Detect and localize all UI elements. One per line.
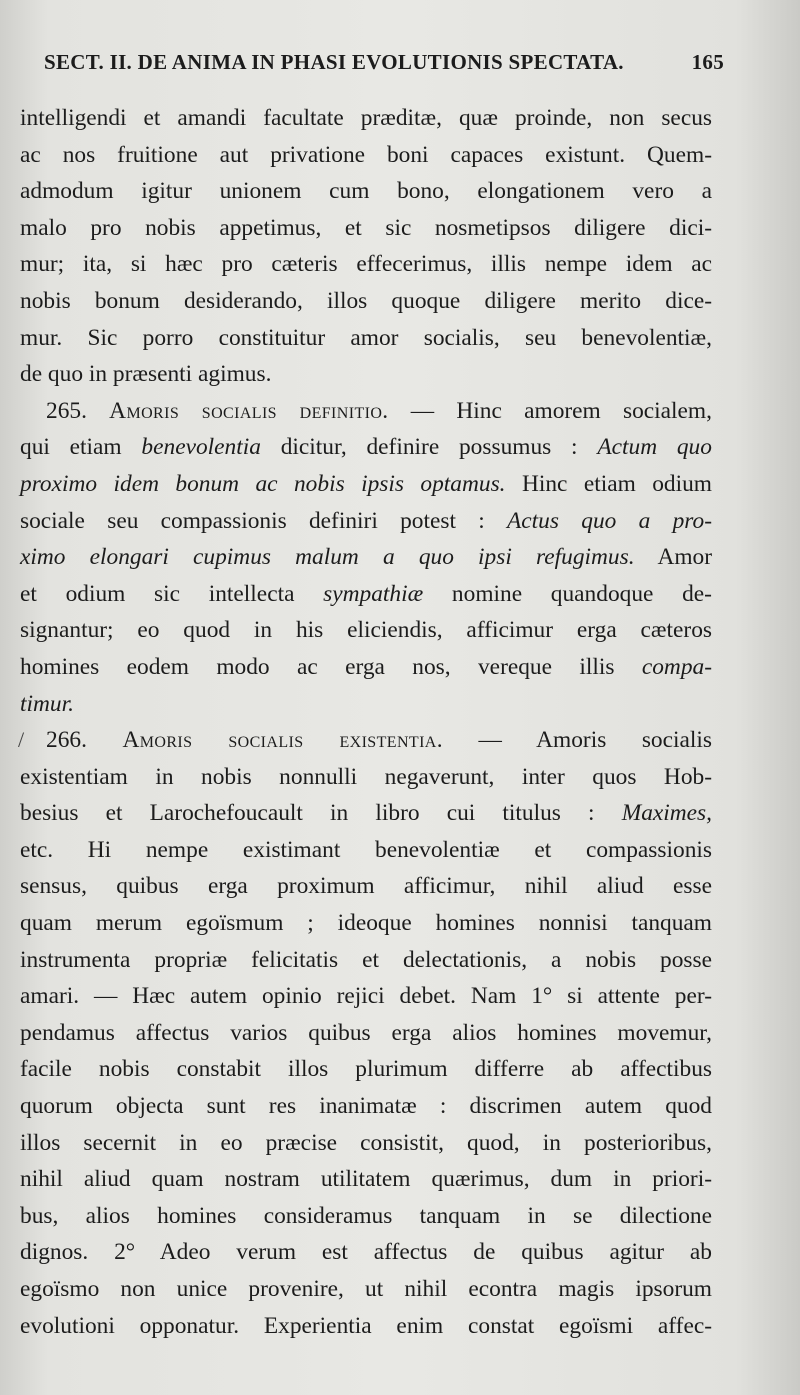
running-title: SECT. II. DE ANIMA IN PHASI EVOLUTIONIS SPECTATA. [44, 50, 624, 74]
text-line: sensus, quibus erga proximum afficimur, nihil aliud esse [20, 873, 712, 900]
text-line: sociale seu compassionis definiri potest : Actus quo a pro- [20, 507, 712, 534]
section-265-line: 265. Amoris socialis definitio. — Hinc amorem socialem, [46, 397, 712, 424]
text-line: qui etiam benevolentia dicitur, definire possumus : Actum quo [20, 434, 712, 461]
running-header [44, 50, 724, 75]
text-line: dignos. 2° Adeo verum est affectus de quibus agitur ab [20, 1239, 712, 1266]
text-line: nobis bonum desiderando, illos quoque diligere merito dice- [20, 287, 712, 314]
text-line: quorum objecta sunt res inanimatæ : discrimen autem quod [20, 1093, 712, 1120]
text-line: ximo elongari cupimus malum a quo ipsi refugimus. Amor [20, 544, 713, 571]
text-line: admodum igitur unionem cum bono, elongationem vero a [20, 178, 712, 205]
text-line: de quo in præsenti agimus. [20, 361, 272, 388]
text-line: existentiam in nobis nonnulli negaverunt, inter quos Hob- [20, 763, 712, 790]
text-line: quam merum egoïsmum ; ideoque homines nonnisi tanquam [20, 910, 712, 937]
section-heading: Amoris socialis definitio. [109, 397, 389, 424]
text-line: mur. Sic porro constituitur amor socialis, seu benevolentiæ, [20, 324, 712, 351]
section-number: 266. [46, 727, 87, 754]
text-line: timur. [20, 690, 74, 717]
section-266-line: / 266. Amoris socialis existentia. — Amoris socialis [20, 722, 712, 759]
text-line: egoïsmo non unice provenire, ut nihil econtra magis ipsorum [20, 1276, 712, 1302]
margin-mark: / [18, 727, 25, 753]
text-line: pendamus affectus varios quibus erga alios homines movemur, [20, 1019, 712, 1046]
text-line: nihil aliud quam nostram utilitatem quærimus, dum in priori- [20, 1166, 712, 1193]
text-line: malo pro nobis appetimus, et sic nosmetipsos diligere dici- [20, 214, 712, 241]
text-line: facile nobis constabit illos plurimum differre ab affectibus [20, 1056, 712, 1083]
text-line: amari. — Hæc autem opinio rejici debet. Nam 1° si attente per- [20, 983, 712, 1010]
text-line: mur; ita, si hæc pro cæteris effecerimus, illis nempe idem ac [20, 251, 712, 278]
text-line: proximo idem bonum ac nobis ipsis optamus. Hinc etiam odium [20, 470, 712, 497]
text-line: evolutioni opponatur. Experientia enim constat egoïsmi affec- [20, 1312, 712, 1339]
text-line: besius et Larochefoucault in libro cui titulus : Maximes, [20, 800, 712, 827]
text-line: et odium sic intellecta sympathiæ nomine quandoque de- [20, 580, 712, 607]
page-number: 165 [691, 50, 724, 74]
section-heading: Amoris socialis existentia. [122, 727, 444, 754]
text-line: etc. Hi nempe existimant benevolentiæ et compassionis [20, 836, 712, 863]
section-number: 265. [46, 397, 87, 424]
body-text [20, 100, 712, 1344]
text-line: illos secernit in eo præcise consistit, quod, in posterioribus, [20, 1129, 712, 1156]
text-line: intelligendi et amandi facultate præditæ, quæ proinde, non secus [20, 105, 712, 131]
text-line: signantur; eo quod in his eliciendis, afficimur erga cæteros [20, 617, 712, 644]
text-line: bus, alios homines consideramus tanquam in se dilectione [20, 1202, 712, 1229]
text-line: instrumenta propriæ felicitatis et delectationis, a nobis posse [20, 946, 712, 973]
text-line: ac nos fruitione aut privatione boni capaces existunt. Quem- [20, 141, 712, 168]
text-line: homines eodem modo ac erga nos, vereque illis compa- [20, 653, 713, 680]
